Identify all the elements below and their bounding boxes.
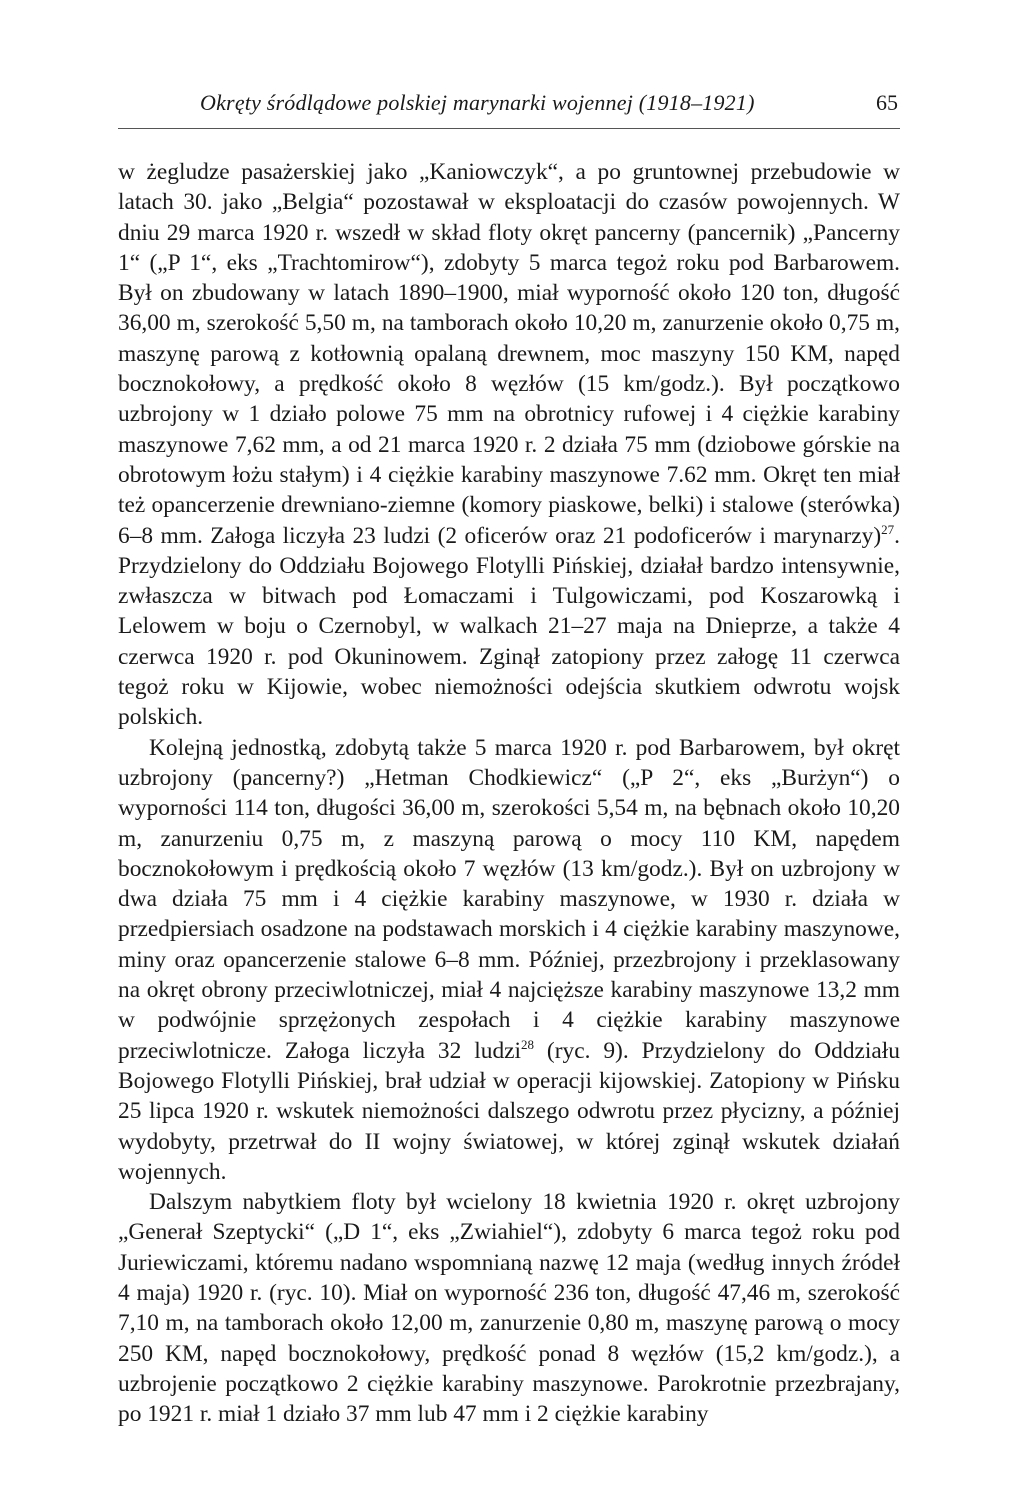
paragraph-1 (118, 157, 900, 733)
paragraph-3-text: Dalszym nabytkiem floty był wcielony 18 kwietnia 1920 r. okręt uzbrojony „Generał Szeptycki“ („D 1“, eks „Zwiahiel“), zdobyty 6 marca tegoż roku pod Juriewiczami, któremu nadano wspomnianą nazwę 12 maja (według innych źródeł 4 maja) 1920 r. (ryc. 10). Miał on wyporność 236 ton, długość 47,46 m, szerokość 7,10 m, na tamborach około 12,00 m, zanurzenie 0,80 m, maszynę parową o mocy 250 KM, napęd bocznokołowy, prędkość ponad 8 węzłów (15,2 km/godz.), a uzbrojenie początkowo 2 ciężkie karabiny maszynowe. Parokrotnie przezbrajany, po 1921 r. miał 1 działo 37 mm lub 47 mm i 2 ciężkie karabiny (118, 1189, 900, 1428)
paragraph-2-text-b: (ryc. 9). Przydzielony do Oddziału Bojowego Flotylli Pińskiej, brał udział w operacji kijowskiej. Zatopiony w Pińsku 25 lipca 1920 r. wskutek niemożności dalszego odwrotu przez płycizny, a później wydobyty, przetrwał do II wojny światowej, w której zginął wskutek działań wojennych. (118, 1037, 900, 1185)
paragraph-1-text-b: . Przydzielony do Oddziału Bojowego Flotylli Pińskiej, działał bardzo intensywnie, zwłaszcza w bitwach pod Łomaczami i Tulgowiczami, pod Koszarowką i Lelowem w boju o Czernobyl, w walkach 21–27 maja na Dnieprze, a także 4 czerwca 1920 r. pod Okuninowem. Zginął zatopiony przez załogę 11 czerwca tegoż roku w Kijowie, wobec niemożności odejścia skutkiem odwrotu wojsk polskich. (118, 522, 900, 731)
running-header (118, 88, 900, 129)
paragraph-2-text-a: Kolejną jednostką, zdobytą także 5 marca 1920 r. pod Barbarowem, był okręt uzbrojony (pancerny?) „Hetman Chodkiewicz“ („P 2“, eks „Burżyn“) o wyporności 114 ton, długości 36,00 m, szerokości 5,54 m, na bębnach około 10,20 m, zanurzeniu 0,75 m, z maszyną parową o mocy 110 KM, napędem bocznokołowym i prędkością około 7 węzłów (13 km/godz.). Był on uzbrojony w dwa działa 75 mm i 4 ciężkie karabiny maszynowe, w 1930 r. działa w przedpiersiach osadzone na podstawach morskich i 4 ciężkie karabiny maszynowe, miny oraz opancerzenie stalowe 6–8 mm. Później, przezbrojony i przeklasowany na okręt obrony przeciwlotniczej, miał 4 najcięższe karabiny maszynowe 13,2 mm w podwójnie sprzężonych zespołach i 4 ciężkie karabiny maszynowe przeciwlotnicze. Załoga liczyła 32 ludzi (118, 734, 900, 1064)
footnote-ref-27: 27 (881, 521, 895, 537)
body-text (118, 157, 900, 1429)
footnote-ref-28: 28 (521, 1036, 535, 1052)
running-title: Okręty śródlądowe polskiej marynarki wojennej (1918–1921) (200, 90, 755, 115)
paragraph-3 (118, 1187, 900, 1429)
book-page (118, 88, 900, 1429)
paragraph-2 (118, 733, 900, 1187)
page-number: 65 (876, 90, 898, 115)
paragraph-1-text-a: w żegludze pasażerskiej jako „Kaniowczyk“, a po gruntownej przebudowie w latach 30. jako „Belgia“ pozostawał w eksploatacji do czasów powojennych. W dniu 29 marca 1920 r. wszedł w skład floty okręt pancerny (pancernik) „Pancerny 1“ („P 1“, eks „Trachtomirow“), zdobyty 5 marca tegoż roku pod Barbarowem. Był on zbudowany w latach 1890–1900, miał wyporność około 120 ton, długość 36,00 m, szerokość 5,50 m, na tamborach około 10,20 m, zanurzenie około 0,75 m, maszynę parową z kotłownią opalaną drewnem, moc maszyny 150 KM, napęd bocznokołowy, a prędkość około 8 węzłów (15 km/godz.). Był początkowo uzbrojony w 1 działo polowe 75 mm na obrotnicy rufowej i 4 ciężkie karabiny maszynowe 7,62 mm, a od 21 marca 1920 r. 2 działa 75 mm (dziobowe górskie na obrotowym łożu stałym) i 4 ciężkie karabiny maszynowe 7.62 mm. Okręt ten miał też opancerzenie drewniano-ziemne (komory piaskowe, belki) i stalowe (sterówka) 6–8 mm. Załoga liczyła 23 ludzi (2 oficerów oraz 21 podoficerów i marynarzy) (118, 159, 900, 549)
